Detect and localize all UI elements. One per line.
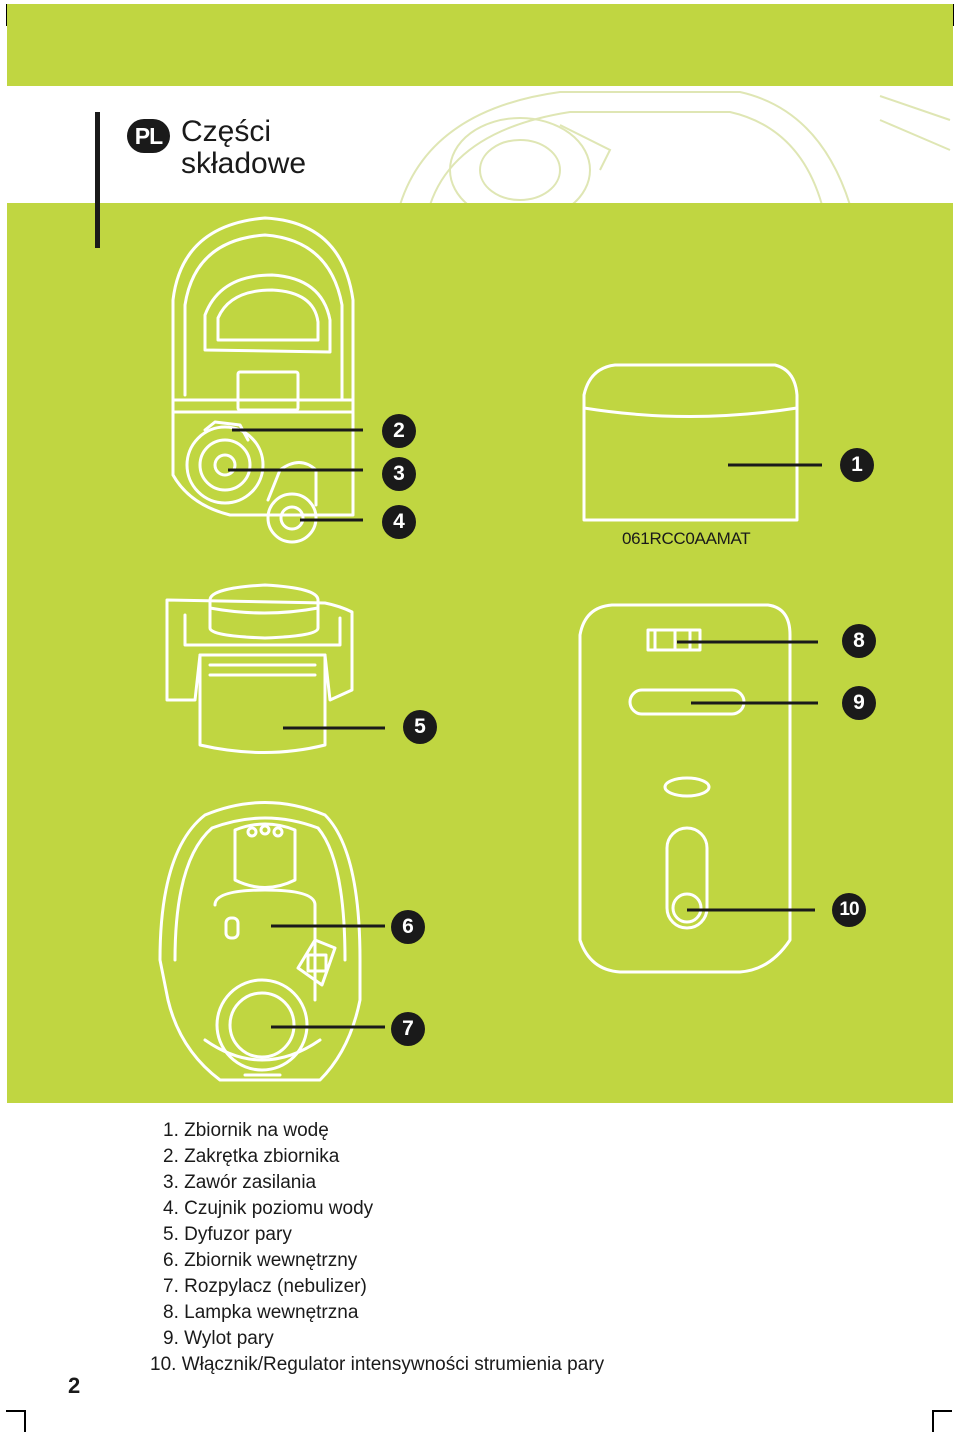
- model-code-label: 061RCC0AAMAT: [622, 529, 751, 548]
- water-tank-drawing: [584, 365, 797, 520]
- legend-item: 10. Włącznik/Regulator intensywności strumienia pary: [150, 1354, 605, 1375]
- legend-item: 1. Zbiornik na wodę: [163, 1120, 329, 1141]
- callout-7: 7: [391, 1012, 425, 1046]
- legend-item: 3. Zawór zasilania: [163, 1172, 317, 1193]
- callout-4: 4: [382, 505, 416, 539]
- callout-1: 1: [840, 448, 874, 482]
- legend-item: 5. Dyfuzor pary: [163, 1224, 292, 1245]
- base-unit-drawing: [580, 605, 790, 972]
- parts-legend: [150, 1118, 605, 1378]
- legend-item: 9. Wylot pary: [163, 1328, 274, 1349]
- legend-item: 7. Rozpylacz (nebulizer): [163, 1276, 367, 1297]
- title-line-2: składowe: [181, 147, 307, 180]
- language-badge: PL: [127, 119, 170, 153]
- page-number: 2: [68, 1373, 81, 1398]
- crop-mark-bottom-right-h: [932, 1410, 952, 1412]
- inner-tank-drawing: [160, 803, 360, 1081]
- callout-2: 2: [382, 414, 416, 448]
- crop-mark-bottom-right-v: [932, 1410, 934, 1432]
- legend-item: 6. Zbiornik wewnętrzny: [163, 1250, 358, 1271]
- callout-9: 9: [842, 686, 876, 720]
- title-line-1: Części: [181, 115, 272, 148]
- callout-6: 6: [391, 910, 425, 944]
- crop-mark-bottom-left-h: [6, 1410, 26, 1412]
- tank-cap-drawing: [173, 218, 353, 542]
- callout-8: 8: [842, 624, 876, 658]
- crop-mark-bottom-left-v: [24, 1410, 26, 1432]
- legend-item: 2. Zakrętka zbiornika: [163, 1146, 340, 1167]
- legend-item: 4. Czujnik poziomu wody: [163, 1198, 374, 1219]
- callout-3: 3: [382, 457, 416, 491]
- callout-10: 10: [832, 893, 866, 927]
- callout-5: 5: [403, 710, 437, 744]
- legend-item: 8. Lampka wewnętrzna: [163, 1302, 359, 1323]
